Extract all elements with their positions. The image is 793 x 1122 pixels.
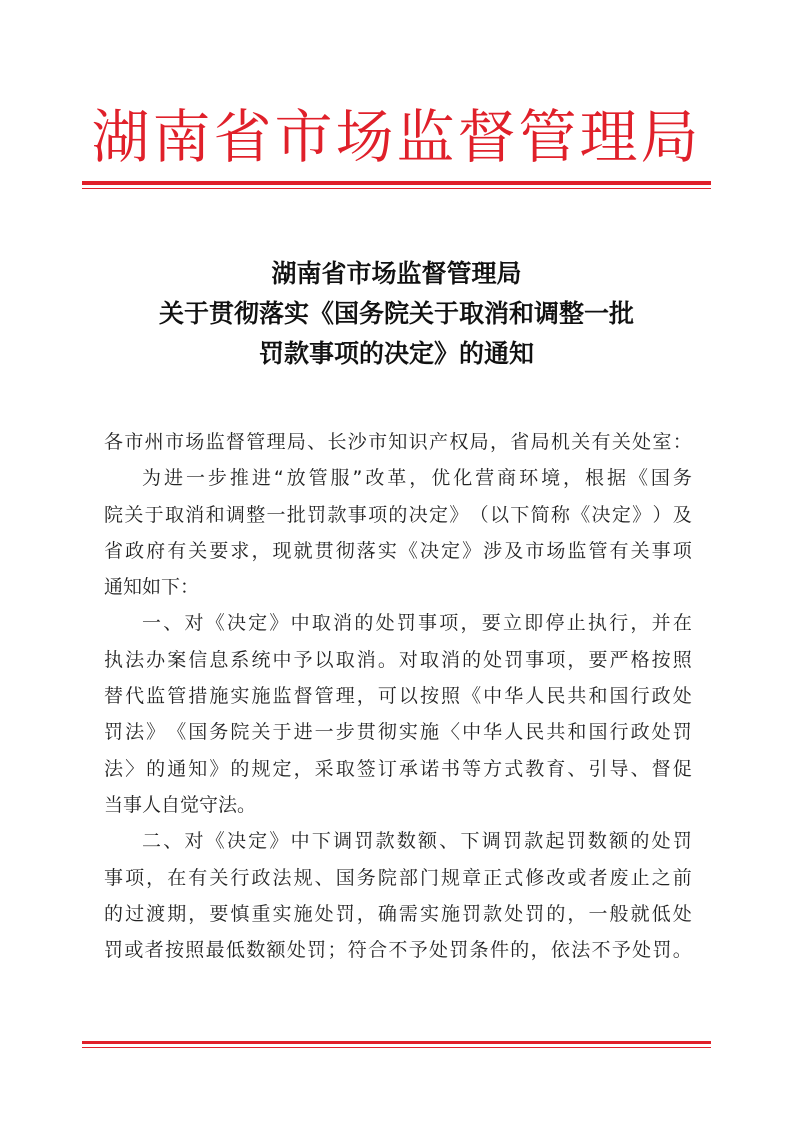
paragraph-3-line: 的 过 渡 期 ， 要 慎 重 实 施 处 罚 ， 确 需 实 施 罚 款 处 罚 的 ， 一 般 就 低 处: [104, 902, 692, 925]
paragraph-1-line: 为 进 一 步 推 进 “ 放 管 服 ” 改 革 ， 优 化 营 商 环 境 ， 根 据 《 国 务: [142, 467, 692, 490]
paragraph-2-line: 罚 法 》 《 国 务 院 关 于 进 一 步 贯 彻 实 施 〈 中 华 人 民 共 和 国 行 政 处 罚: [104, 721, 692, 744]
addressee-line: 各 市 州 市 场 监 督 管 理 局 、 长 沙 市 知 识 产 权 局 ， 省 局 机 关 有 关 处 室 ：: [104, 431, 692, 453]
title-line-2: 关于贯彻落实《国务院关于取消和调整一批: [158, 299, 634, 328]
paragraph-1-line: 院 关 于 取 消 和 调 整 一 批 罚 款 事 项 的 决 定 》 （ 以 下 简 称 《 决 定 》 ） 及: [104, 503, 692, 526]
letterhead-divider-thick: [82, 181, 711, 185]
paragraph-2-line: 当事人自觉守法。: [104, 793, 257, 816]
footer-divider-thick: [82, 1041, 711, 1044]
paragraph-3-line: 事 项 ， 在 有 关 行 政 法 规 、 国 务 院 部 门 规 章 正 式 修 改 或 者 废 止 之 前: [104, 866, 692, 889]
document-title: [82, 254, 711, 374]
paragraph-2-line: 一 、 对 《 决 定 》 中 取 消 的 处 罚 事 项 ， 要 立 即 停 止 执 行 ， 并 在: [142, 612, 692, 635]
paragraph-3-line: 二 、 对 《 决 定 》 中 下 调 罚 款 数 额 、 下 调 罚 款 起 罚 数 额 的 处 罚: [142, 830, 692, 853]
paragraph-2-line: 法 〉 的 通 知 》 的 规 定 ， 采 取 签 订 承 诺 书 等 方 式 教 育 、 引 导 、 督 促: [104, 757, 692, 780]
paragraph-2-line: 替 代 监 管 措 施 实 施 监 督 管 理 ， 可 以 按 照 《 中 华 人 民 共 和 国 行 政 处: [104, 685, 692, 708]
paragraph-3-line: 罚 或 者 按 照 最 低 数 额 处 罚 ； 符 合 不 予 处 罚 条 件 的 ， 依 法 不 予 处 罚 。: [104, 939, 692, 962]
title-line-3: 罚款事项的决定》的通知: [258, 339, 534, 368]
letterhead-title: 湖南省市场监督管理局: [91, 103, 702, 171]
letterhead-divider-thin: [82, 188, 711, 189]
footer-divider-thin: [82, 1047, 711, 1048]
document-body: [104, 424, 692, 968]
paragraph-1-line: 通知如下：: [104, 576, 200, 599]
title-line-1: 湖南省市场监督管理局: [271, 259, 522, 288]
paragraph-2-line: 执 法 办 案 信 息 系 统 中 予 以 取 消 。 对 取 消 的 处 罚 事 项 ， 要 严 格 按 照: [104, 648, 692, 671]
paragraph-1-line: 省 政 府 有 关 要 求 ， 现 就 贯 彻 落 实 《 决 定 》 涉 及 市 场 监 管 有 关 事 项: [104, 539, 692, 562]
